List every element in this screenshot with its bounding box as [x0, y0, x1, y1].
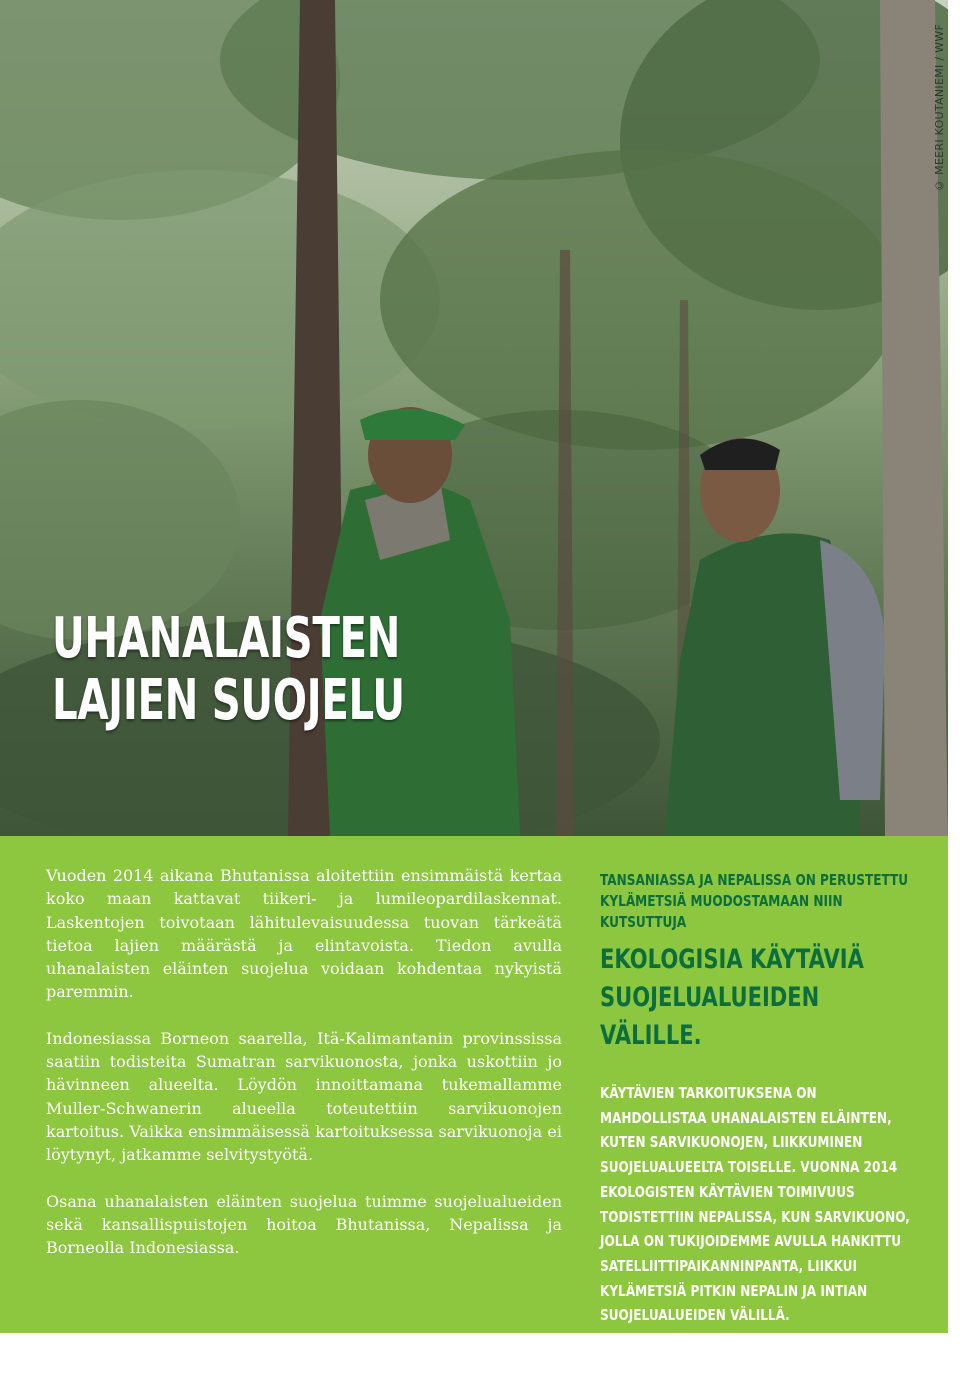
title-line-2: LAJIEN SUOJELU: [52, 668, 405, 733]
sidebar-column: [600, 870, 920, 1328]
title-line-1: UHANALAISTEN: [52, 606, 401, 671]
photo-credit: © MEERI KOUTANIEMI / WWF: [933, 23, 946, 192]
sidebar-highlight: EKOLOGISIA KÄYTÄVIÄ SUOJELUALUEIDEN VÄLILLE.: [600, 944, 864, 1051]
sidebar-intro: TANSANIASSA JA NEPALISSA ON PERUSTETTU KYLÄMETSIÄ MUODOSTAMAAN NIIN KUTSUTTUJA: [600, 871, 909, 931]
body-paragraph-1: Vuoden 2014 aikana Bhutanissa aloitettiin ensimmäistä kertaa koko maan kattavat tiikeri- ja lumileopardilaskennat. Laskentojen toivotaan lähitulevaisuudessa tuovan tärkeätä tietoa lajien määrästä ja elintavoista. Tiedon avulla uhanalaisten eläinten suojelua voidaan kohdentaa nykyistä paremmin.: [46, 866, 562, 1002]
sidebar-text: KÄYTÄVIEN TARKOITUKSENA ON MAHDOLLISTAA UHANALAISTEN ELÄINTEN, KUTEN SARVIKUONOJEN, LIIKKUMINEN SUOJELUALUEELTA TOISELLE. VUONNA 2014 EKOLOGISTEN KÄYTÄVIEN TOIMIVUUS TODISTETTIIN NEPALISSA, KUN SARVIKUONO, JOLLA ON TUKIJOIDEMME AVULLA HANKITTU SATELLIITTIPAIKANNINPANTA, LIIKKUI KYLÄMETSIÄ PITKIN NEPALIN JA INTIAN SUOJELUALUEIDEN VÄLILLÄ.: [600, 1084, 910, 1325]
body-column: [46, 864, 562, 1282]
body-paragraph-2: Indonesiassa Borneon saarella, Itä-Kalimantanin provinssissa saatiin todisteita Sumatran sarvikuonosta, jonka uskottiin jo hävinneen alueelta. Löydön innoittamana tukemallamme Muller-Schwanerin alueella toteutettiin sarvikuonojen kartoitus. Vaikka ensimmäisessä kartoituksessa sarvikuonoja ei löytynyt, jatkamme selvitystyötä.: [46, 1028, 562, 1165]
page-title: [52, 608, 498, 732]
body-paragraph-3: Osana uhanalaisten eläinten suojelua tuimme suojelualueiden sekä kansallispuistojen hoitoa Bhutanissa, Nepalissa ja Borneolla Indonesiassa.: [46, 1191, 562, 1258]
